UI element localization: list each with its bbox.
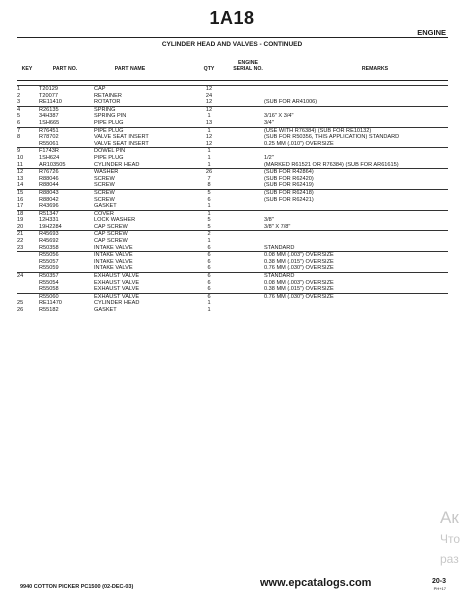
cell-qty: 12 [194,106,224,113]
cell-remarks: 3/8" X 7/8" [264,223,291,230]
cell-key [17,141,39,148]
cell-key: 6 [17,119,21,126]
cell-part-no: R88044 [39,182,59,189]
cell-remarks [264,238,448,245]
cell-key: 16 [17,196,24,203]
cell-serial-no [224,141,264,148]
cell-key: 13 [17,175,24,182]
table-row [17,148,448,155]
cell-remarks [264,203,448,210]
parts-table [17,85,448,314]
page-number: 20-3 [431,578,446,585]
cell-part-no: R43696 [39,203,59,210]
cell-qty: 12 [194,86,224,93]
cell-serial-no [224,106,264,113]
cell-remarks [264,93,448,100]
cell-remarks: STANDARD [264,273,448,280]
column-header-part-name: PART NAME [114,66,146,72]
cell-key: 8 [17,134,21,141]
column-header-key: KEY [21,66,33,72]
cell-qty: 12 [205,99,213,106]
cell-qty: 6 [207,265,211,272]
cell-key: 11 [17,161,23,168]
cell-qty: 1 [207,238,211,245]
cell-part-name: LOCK WASHER [94,217,136,224]
cell-key: 2 [17,92,21,99]
cell-remarks: 3/8" [264,217,274,224]
cell-qty: 6 [207,286,211,293]
table-row [17,182,448,189]
cell-part-name: WASHER [94,169,194,176]
cell-qty: 26 [194,169,224,176]
cell-part-name: EXHAUST VALVE [94,273,194,280]
cell-key: 15 [17,189,39,196]
cell-part-no: F1743R [39,148,94,155]
cell-part-no: R76451 [39,127,94,134]
cell-part-no: R45693 [39,231,94,238]
cell-serial-no [224,280,264,287]
cell-key: 23 [17,244,24,251]
cell-part-no: T20129 [39,86,94,93]
cell-part-no: R88046 [39,175,59,182]
cell-remarks [264,148,448,155]
cell-serial-no [224,197,264,204]
cell-key: 22 [17,238,24,245]
cell-qty: 6 [194,252,224,259]
column-header-serial-line2: SERIAL NO. [233,66,263,72]
cell-remarks [264,210,448,217]
cell-part-no: 1SH665 [39,119,60,126]
table-row [17,113,448,120]
cell-key: 4 [17,106,39,113]
watermark-line-1: Ак [440,508,459,527]
cell-part-no: R78702 [39,134,59,141]
cell-key: 25 [17,300,24,307]
cell-part-name: INTAKE VALVE [94,252,194,259]
cell-qty: 1 [207,161,211,168]
table-row [17,280,448,287]
cell-qty: 6 [207,244,211,251]
cell-remarks: 1/2" [264,154,274,161]
cell-serial-no [224,189,264,196]
section-label: ENGINE [417,28,446,37]
cell-serial-no [224,113,264,120]
cell-remarks: 0.76 MM (.030") OVERSIZE [264,293,448,300]
cell-qty: 2 [194,231,224,238]
cell-qty: 6 [207,196,211,203]
cell-key: 12 [17,169,39,176]
cell-key: 5 [17,113,21,120]
cell-part-no: R55182 [39,307,59,313]
cell-part-no: R55054 [39,279,59,286]
table-row [17,273,448,280]
cell-remarks: 0.25 MM (.010") OVERSIZE [264,140,334,147]
cell-remarks: 0.08 MM (.003") OVERSIZE [264,279,334,286]
cell-serial-no [224,307,264,314]
cell-remarks: 3/4" [264,119,274,126]
cell-part-name: SCREW [94,182,115,189]
table-row [17,210,448,217]
cell-remarks [264,86,448,93]
header-divider [17,80,448,81]
cell-part-name: CAP SCREW [94,231,194,238]
table-row [17,203,448,210]
cell-part-name: CAP [94,86,194,93]
column-header-qty: QTY [203,66,215,72]
table-row [17,238,448,245]
cell-part-no: 34H387 [39,113,59,120]
table-row [17,189,448,196]
cell-part-name: GASKET [94,307,117,313]
cell-part-no: RE11470 [39,300,62,307]
cell-part-name: EXHAUST VALVE [94,286,140,293]
cell-key: 14 [17,182,24,189]
cell-serial-no [224,93,264,100]
cell-serial-no [224,252,264,259]
cell-serial-no [224,238,264,245]
footer-website: www.epcatalogs.com [260,577,372,589]
cell-serial-no [224,120,264,127]
cell-qty: 5 [207,223,211,230]
cell-remarks: (SUB FOR R62420) [264,175,314,182]
cell-key [17,259,39,266]
cell-part-name: EXHAUST VALVE [94,279,140,286]
page-subtitle: CYLINDER HEAD AND VALVES - CONTINUED [161,41,303,48]
column-header-part-no: PART NO. [52,66,78,72]
cell-serial-no [224,99,264,106]
cell-qty: 1 [207,300,211,307]
cell-qty: 1 [194,127,224,134]
cell-qty: 12 [205,140,213,147]
cell-key: 21 [17,231,39,238]
cell-part-no: R55060 [39,293,94,300]
cell-key [17,280,39,287]
table-row [17,293,448,300]
table-row [17,134,448,141]
cell-qty: 6 [194,293,224,300]
cell-qty: 1 [207,203,211,210]
cell-remarks [264,231,448,238]
cell-remarks: 0.38 MM (.015") OVERSIZE [264,258,334,265]
table-row [17,155,448,162]
top-divider [17,37,448,38]
cell-part-no: 12H331 [39,217,59,224]
table-row [17,141,448,148]
table-row [17,231,448,238]
cell-part-no: AR103505 [39,161,66,168]
page-code: PH+17 [433,586,446,591]
cell-part-no: R55056 [39,252,94,259]
cell-remarks [264,106,448,113]
cell-serial-no [224,245,264,252]
cell-qty: 5 [194,189,224,196]
cell-part-name: GASKET [94,203,117,210]
cell-serial-no [224,182,264,189]
cell-part-name: INTAKE VALVE [94,244,133,251]
cell-key: 18 [17,210,39,217]
cell-serial-no [224,224,264,231]
watermark-line-3: раз [440,552,459,566]
cell-remarks: (USE WITH R76384) (SUB FOR RE10132) [264,127,448,134]
cell-serial-no [224,155,264,162]
table-row [17,286,448,293]
table-row [17,127,448,134]
table-row [17,169,448,176]
cell-key [17,252,39,259]
cell-key: 3 [17,99,21,106]
cell-remarks [264,307,448,314]
cell-key: 19 [17,217,24,224]
cell-serial-no [224,210,264,217]
table-row [17,265,448,272]
cell-part-name: SPRING [94,106,194,113]
cell-remarks: (SUB FOR R42864) [264,169,448,176]
cell-qty: 1 [194,210,224,217]
cell-key: 10 [17,154,24,161]
cell-part-name: CYLINDER HEAD [94,300,140,307]
cell-qty: 1 [194,148,224,155]
cell-part-no: R26135 [39,106,94,113]
cell-part-name: INTAKE VALVE [94,258,133,265]
page-title: 1A18 [209,8,255,28]
footer-page-number [432,578,446,592]
cell-part-no: R88042 [39,196,59,203]
cell-part-no: T20077 [39,92,58,99]
cell-remarks: 3/16" X 3/4" [264,113,294,120]
cell-part-name: SCREW [94,196,115,203]
cell-part-name: SCREW [94,189,194,196]
cell-key: 9 [17,148,39,155]
table-row [17,176,448,183]
cell-part-no: R88043 [39,189,94,196]
cell-serial-no [224,231,264,238]
cell-part-name: VALVE SEAT INSERT [94,140,149,147]
cell-remarks: 0.38 MM (.015") OVERSIZE [264,286,334,293]
cell-part-no: R55057 [39,258,59,265]
cell-remarks: (SUB FOR R62421) [264,196,314,203]
table-row [17,224,448,231]
table-row [17,197,448,204]
cell-serial-no [224,176,264,183]
cell-part-no: R51347 [39,210,94,217]
cell-serial-no [224,127,264,134]
cell-qty: 7 [207,175,211,182]
cell-qty: 5 [207,217,211,224]
column-header-remarks: REMARKS [361,66,389,72]
cell-part-no: 19H2284 [39,223,62,230]
table-row [17,162,448,169]
cell-part-name: PIPE PLUG [94,127,194,134]
table-row [17,217,448,224]
table-row [17,86,448,93]
cell-part-name: CAP SCREW [94,238,128,245]
cell-part-name: INTAKE VALVE [94,265,133,272]
cell-part-name: ROTATOR [94,99,121,106]
cell-remarks: 0.76 MM (.030") OVERSIZE [264,265,334,272]
column-header-serial-line1: ENGINE [238,60,258,66]
cell-qty: 1 [207,307,211,313]
cell-serial-no [224,162,264,169]
cell-serial-no [224,286,264,293]
cell-serial-no [224,86,264,93]
cell-serial-no [224,293,264,300]
cell-key: 20 [17,223,24,230]
cell-remarks: (SUB FOR R62419) [264,182,314,189]
cell-key: 17 [17,203,24,210]
cell-serial-no [224,259,264,266]
cell-part-no: R76726 [39,169,94,176]
cell-serial-no [224,273,264,280]
cell-part-no: R50358 [39,244,59,251]
cell-serial-no [224,265,264,272]
cell-serial-no [224,203,264,210]
cell-serial-no [224,134,264,141]
cell-remarks: (SUB FOR AR41006) [264,99,318,106]
cell-part-no: R55058 [39,286,59,293]
cell-qty: 12 [205,134,213,141]
cell-part-no: RE11410 [39,99,62,106]
watermark-line-2: Что [440,532,461,546]
cell-key: 7 [17,127,39,134]
cell-key [17,286,39,293]
table-row [17,300,448,307]
table-row [17,93,448,100]
cell-part-name: DOWEL PIN [94,148,194,155]
cell-key: 24 [17,273,39,280]
cell-part-name: SPRING PIN [94,113,127,120]
cell-part-name: RETAINER [94,92,122,99]
cell-part-name: CAP SCREW [94,223,128,230]
cell-remarks: (SUB FOR R62418) [264,189,448,196]
table-row [17,245,448,252]
table-row [17,252,448,259]
cell-qty: 6 [207,279,211,286]
cell-part-no: R45692 [39,238,59,245]
cell-part-no: R55059 [39,265,59,272]
cell-part-no: R55061 [39,140,59,147]
cell-remarks: 0.08 MM (.003") OVERSIZE [264,252,448,259]
cell-remarks [264,300,448,307]
cell-qty: 24 [205,92,213,99]
cell-qty: 8 [207,182,211,189]
cell-key: 1 [17,86,39,93]
cell-serial-no [224,169,264,176]
cell-part-no: R50357 [39,273,94,280]
cell-qty: 6 [194,273,224,280]
cell-serial-no [224,148,264,155]
cell-remarks: STANDARD [264,244,295,251]
cell-qty: 1 [207,113,211,120]
cell-part-name: PIPE PLUG [94,154,124,161]
cell-qty: 13 [205,119,213,126]
cell-key: 26 [17,307,24,313]
cell-remarks: (MARKED R61521 OR R76384) (SUB FOR AR61615) [264,161,399,168]
table-row [17,307,448,314]
cell-part-no: 1SH624 [39,154,60,161]
table-row [17,120,448,127]
cell-part-name: CYLINDER HEAD [94,161,140,168]
cell-part-name: VALVE SEAT INSERT [94,134,149,141]
footer-model-date: 9940 COTTON PICKER PC1500 (02-DEC-03) [20,584,134,590]
cell-part-name: EXHAUST VALVE [94,293,194,300]
cell-key [17,265,39,272]
table-row [17,259,448,266]
cell-qty: 6 [207,258,211,265]
cell-part-name: SCREW [94,175,115,182]
table-row [17,99,448,106]
cell-serial-no [224,217,264,224]
cell-remarks: (SUB FOR R50356, THIS APPLICATION) STANDARD [264,134,400,141]
table-row [17,106,448,113]
cell-qty: 1 [207,154,211,161]
cell-part-name: PIPE PLUG [94,119,124,126]
cell-key [17,293,39,300]
cell-part-name: COVER [94,210,194,217]
cell-serial-no [224,300,264,307]
